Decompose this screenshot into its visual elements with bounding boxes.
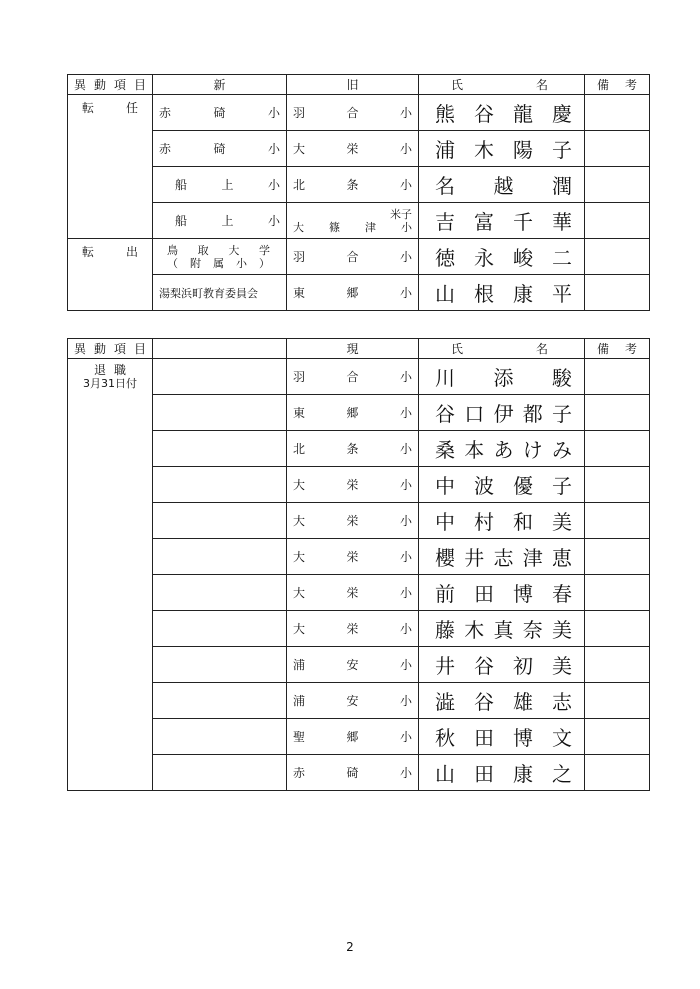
table-row [68, 95, 650, 131]
name-cell: 名 越 潤 [419, 167, 585, 203]
remarks-cell [585, 611, 650, 647]
blank-cell [153, 503, 287, 539]
new-school-cell: 赤 碕 小 [153, 95, 287, 131]
header-blank [153, 339, 287, 359]
category-cell [68, 359, 153, 791]
name-cell: 桑 本 あ け み [419, 431, 585, 467]
current-school-cell: 羽 合 小 [287, 359, 419, 395]
current-school-cell: 大 栄 小 [287, 575, 419, 611]
blank-cell [153, 647, 287, 683]
name-cell: 徳 永 峻 二 [419, 239, 585, 275]
table-row [68, 503, 650, 539]
new-school-cell: 船 上 小 [153, 203, 287, 239]
table-row [68, 239, 650, 275]
table-row [68, 755, 650, 791]
category-label: 退 職 3月31日付 [74, 363, 146, 391]
remarks-cell [585, 683, 650, 719]
old-school-cell: 北 条 小 [287, 167, 419, 203]
blank-cell [153, 467, 287, 503]
header-remarks: 備 考 [585, 339, 650, 359]
remarks-cell [585, 575, 650, 611]
name-cell: 前 田 博 春 [419, 575, 585, 611]
remarks-cell [585, 503, 650, 539]
header-category: 異 動 項 目 [68, 75, 153, 95]
table-row [68, 131, 650, 167]
blank-cell [153, 719, 287, 755]
header-category: 異 動 項 目 [68, 339, 153, 359]
blank-cell [153, 611, 287, 647]
table-header-row [68, 75, 650, 95]
remarks-cell [585, 275, 650, 311]
remarks-cell [585, 167, 650, 203]
table-row [68, 431, 650, 467]
new-school-cell: 湯梨浜町教育委員会 [153, 275, 287, 311]
name-cell: 櫻 井 志 津 恵 [419, 539, 585, 575]
old-school-cell: 東 郷 小 [287, 275, 419, 311]
header-remarks: 備 考 [585, 75, 650, 95]
new-school-line2: （ 附 属 小 ） [167, 256, 270, 270]
header-name: 氏 名 [419, 75, 585, 95]
remarks-cell [585, 431, 650, 467]
current-school-cell: 大 栄 小 [287, 503, 419, 539]
table-row [68, 719, 650, 755]
name-cell: 秋 田 博 文 [419, 719, 585, 755]
blank-cell [153, 683, 287, 719]
new-school-cell: 赤 碕 小 [153, 131, 287, 167]
remarks-cell [585, 239, 650, 275]
category-date: 3月31日付 [83, 377, 137, 390]
remarks-cell [585, 755, 650, 791]
table-header-row [68, 339, 650, 359]
remarks-cell [585, 131, 650, 167]
name-cell: 藤 木 真 奈 美 [419, 611, 585, 647]
table-row [68, 647, 650, 683]
current-school-cell: 北 条 小 [287, 431, 419, 467]
old-school-cell: 羽 合 小 [287, 239, 419, 275]
current-school-cell: 浦 安 小 [287, 647, 419, 683]
old-school-cell: 羽 合 小 [287, 95, 419, 131]
new-school-cell: 船 上 小 [153, 167, 287, 203]
name-cell: 井 谷 初 美 [419, 647, 585, 683]
remarks-cell [585, 647, 650, 683]
current-school-cell: 赤 碕 小 [287, 755, 419, 791]
current-school-cell: 浦 安 小 [287, 683, 419, 719]
old-school-cell [287, 203, 419, 239]
table-row [68, 275, 650, 311]
remarks-cell [585, 395, 650, 431]
table-row [68, 683, 650, 719]
table-row [68, 539, 650, 575]
old-school-line2: 大 篠 津 小 [293, 220, 412, 234]
retirement-table [67, 338, 650, 791]
category-cell: 転 任 [68, 95, 153, 239]
transfer-table [67, 74, 650, 311]
new-school-line1: 鳥 取 大 学 [167, 243, 270, 257]
blank-cell [153, 755, 287, 791]
header-name: 氏 名 [419, 339, 585, 359]
table-row [68, 467, 650, 503]
header-current: 現 [287, 339, 419, 359]
name-cell: 山 根 康 平 [419, 275, 585, 311]
table-row [68, 575, 650, 611]
category-cell: 転 出 [68, 239, 153, 311]
current-school-cell: 大 栄 小 [287, 539, 419, 575]
name-cell: 中 波 優 子 [419, 467, 585, 503]
table-row [68, 359, 650, 395]
page-number: 2 [346, 940, 354, 954]
remarks-cell [585, 539, 650, 575]
name-cell: 谷 口 伊 都 子 [419, 395, 585, 431]
blank-cell [153, 395, 287, 431]
name-cell: 澁 谷 雄 志 [419, 683, 585, 719]
remarks-cell [585, 95, 650, 131]
current-school-cell: 聖 郷 小 [287, 719, 419, 755]
name-cell: 熊 谷 龍 慶 [419, 95, 585, 131]
header-old: 旧 [287, 75, 419, 95]
table-row [68, 203, 650, 239]
blank-cell [153, 359, 287, 395]
name-cell: 中 村 和 美 [419, 503, 585, 539]
remarks-cell [585, 467, 650, 503]
name-cell: 川 添 駿 [419, 359, 585, 395]
remarks-cell [585, 203, 650, 239]
table-row [68, 395, 650, 431]
remarks-cell [585, 719, 650, 755]
remarks-cell [585, 359, 650, 395]
header-new: 新 [153, 75, 287, 95]
current-school-cell: 大 栄 小 [287, 467, 419, 503]
current-school-cell: 東 郷 小 [287, 395, 419, 431]
table-row [68, 611, 650, 647]
name-cell: 浦 木 陽 子 [419, 131, 585, 167]
new-school-cell [153, 239, 287, 275]
old-school-cell: 大 栄 小 [287, 131, 419, 167]
old-school-line1: 米子 [390, 207, 412, 221]
blank-cell [153, 539, 287, 575]
name-cell: 吉 富 千 華 [419, 203, 585, 239]
name-cell: 山 田 康 之 [419, 755, 585, 791]
blank-cell [153, 575, 287, 611]
table-row [68, 167, 650, 203]
blank-cell [153, 431, 287, 467]
current-school-cell: 大 栄 小 [287, 611, 419, 647]
